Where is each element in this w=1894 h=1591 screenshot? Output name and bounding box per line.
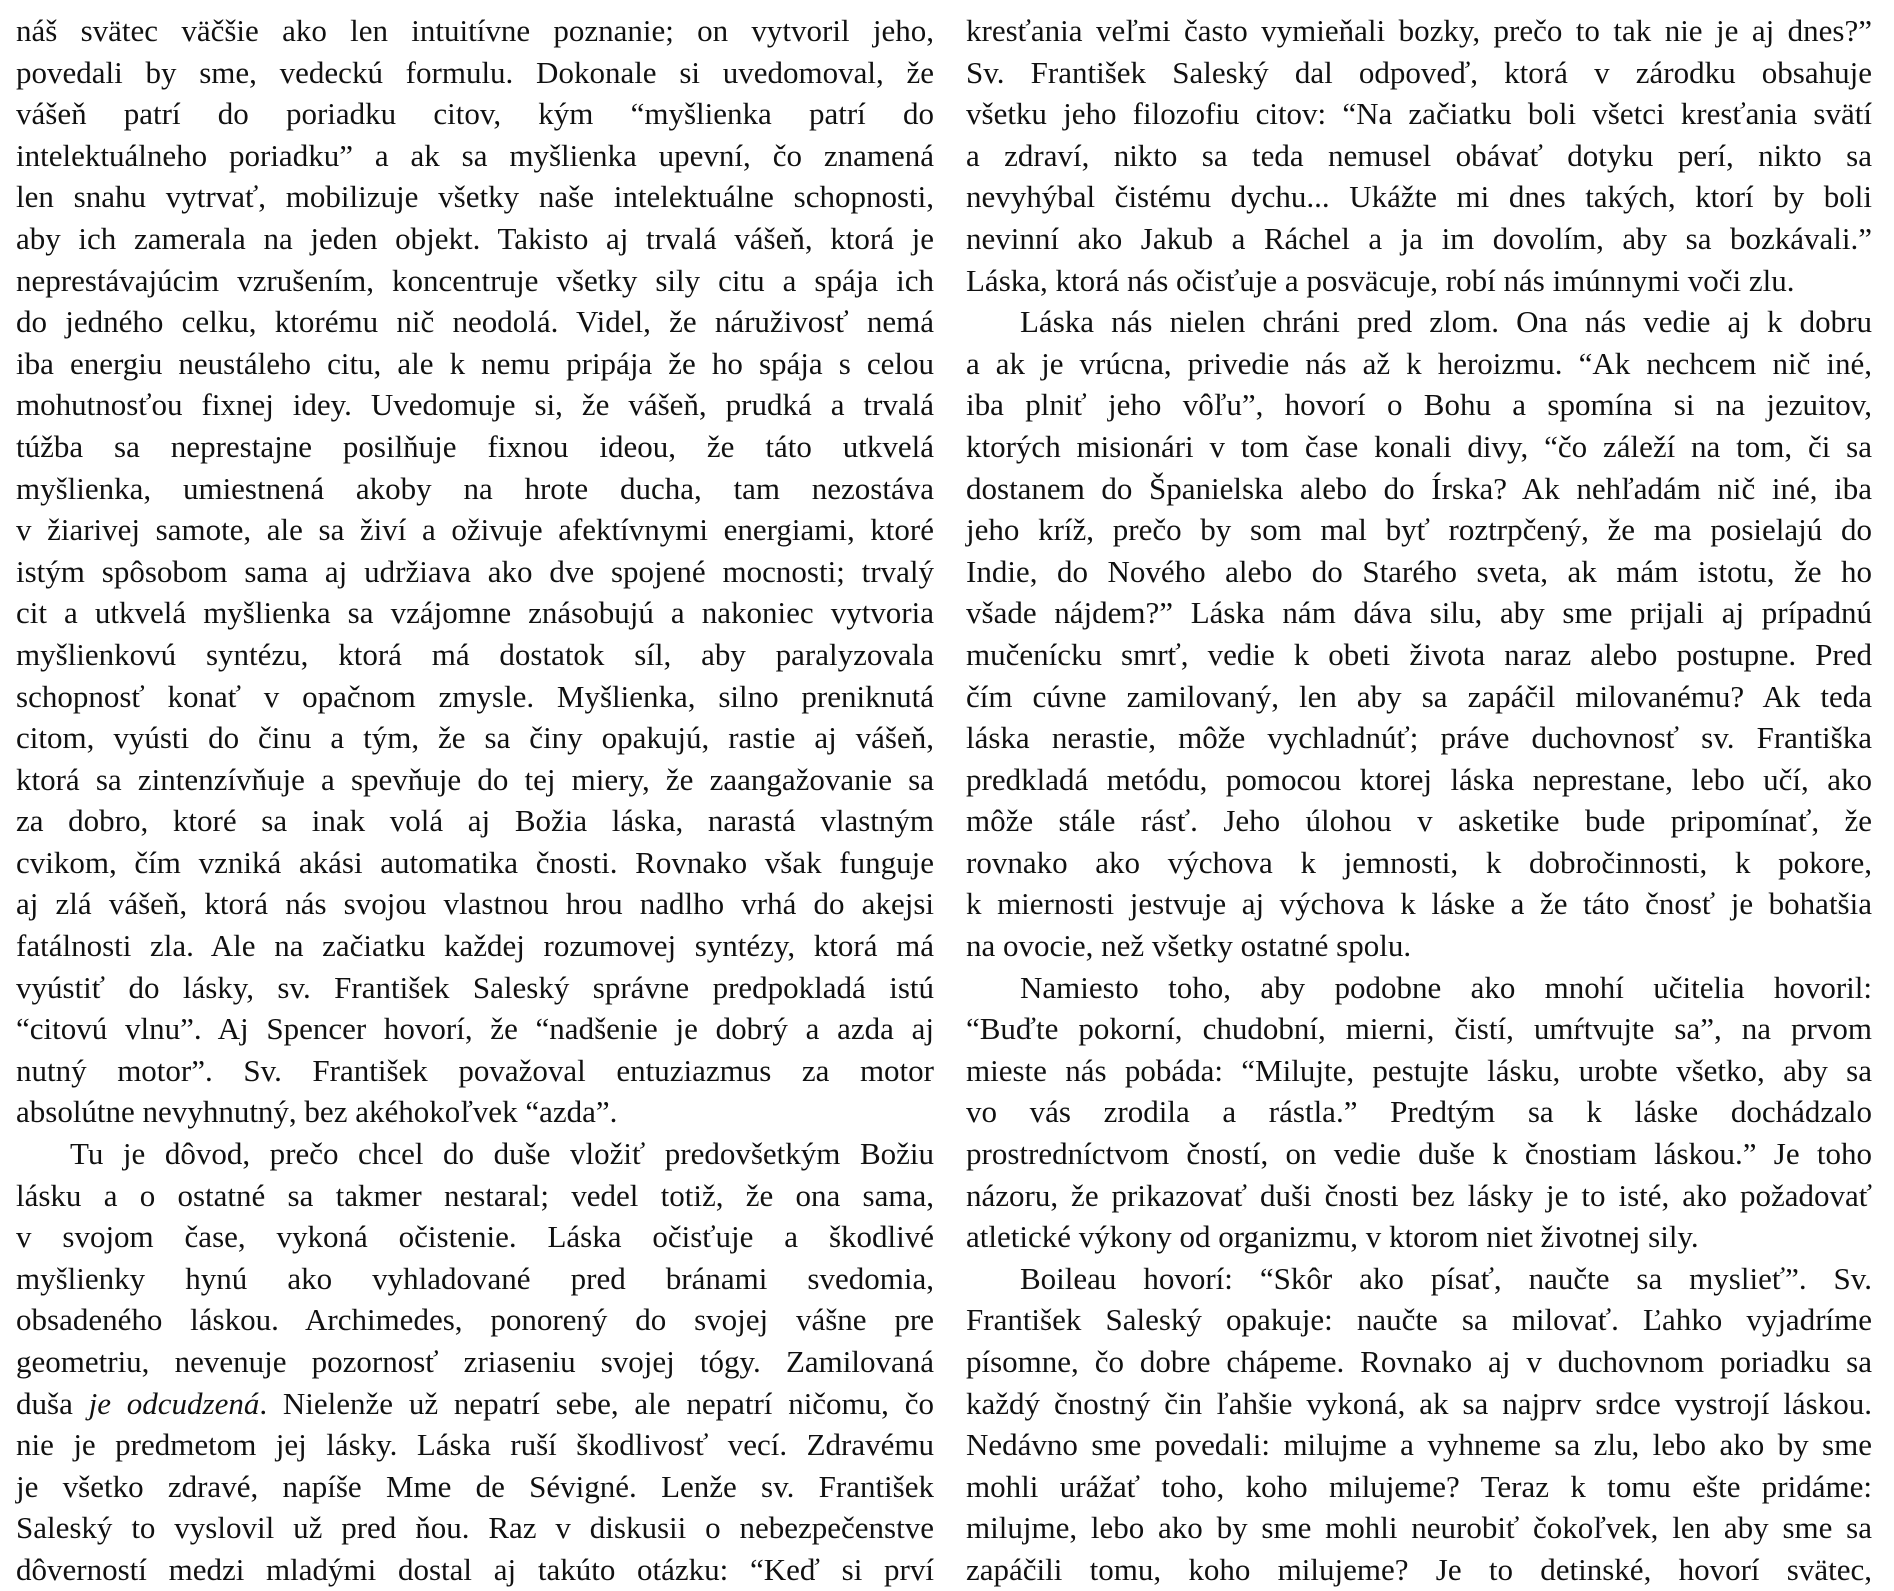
text-line: František Saleský opakuje: naučte sa milovať. Ľahko vyjadríme <box>966 1302 1872 1338</box>
text-line: náš svätec väčšie ako len intuitívne poznanie; on vytvoril jeho, <box>16 13 934 48</box>
text-line: dostanem do Španielska alebo do Írska? Ak nehľadám nič iné, iba <box>966 470 1872 506</box>
text-line <box>16 1383 934 1425</box>
text-line: obsadeného láskou. Archimedes, ponorený do svojej vášne pre <box>16 1302 934 1338</box>
text-line: dôverností medzi mladými dostal aj takúto otázku: “Keď si prví <box>16 1551 934 1587</box>
text-line: absolútne nevyhnutný, bez akéhokoľvek “azda”. <box>16 1094 618 1130</box>
text-line: iba energiu neustáleho citu, ale k nemu pripája že ho spája s celou <box>16 345 934 381</box>
text-line: môže stále rásť. Jeho úlohou v asketike bude pripomínať, že <box>966 803 1872 839</box>
text-line: ktorá sa zintenzívňuje a spevňuje do tej miery, že zaangažovanie sa <box>16 761 934 797</box>
right-text-column <box>966 10 1872 1591</box>
text-line: nutný motor”. Sv. František považoval entuziazmus za motor <box>16 1052 934 1088</box>
text-line: cvikom, čím vzniká akási automatika čnosti. Rovnako však funguje <box>16 844 934 880</box>
text-line: písomne, čo dobre chápeme. Rovnako aj v duchovnom poriadku sa <box>966 1344 1872 1379</box>
text-line: túžba sa neprestajne posilňuje fixnou ideou, že táto utkvelá <box>16 428 934 464</box>
text-line: vo vás zrodila a rástla.” Predtým sa k láske dochádzalo <box>966 1094 1872 1130</box>
text-line: “citovú vlnu”. Aj Spencer hovorí, že “nadšenie je dobrý a azda aj <box>16 1011 934 1047</box>
text-line: geometriu, nevenuje pozornosť zriaseniu svojej tógy. Zamilovaná <box>16 1344 934 1379</box>
text-line: láska nerastie, môže vychladnúť; práve duchovnosť sv. Františka <box>966 720 1872 756</box>
text-line: v svojom čase, vykoná očistenie. Láska očisťuje a škodlivé <box>16 1219 934 1255</box>
text-fragment: . Nielenže už nepatrí sebe, ale nepatrí ničomu, čo <box>259 1385 934 1421</box>
text-line: mučenícku smrť, vedie k obeti života naraz alebo postupne. Pred <box>966 636 1872 672</box>
text-line: ktorých misionári v tom čase konali divy, “čo záleží na tom, či sa <box>966 428 1872 464</box>
text-line: k miernosti jestvuje aj výchova k láske a že táto čnosť je bohatšia <box>966 886 1872 922</box>
text-line: aby ich zamerala na jeden objekt. Takisto aj trvalá vášeň, ktorá je <box>16 220 934 256</box>
text-line: a zdraví, nikto sa teda nemusel obávať dotyku perí, nikto sa <box>966 137 1872 173</box>
text-line: atletické výkony od organizmu, v ktorom niet životnej sily. <box>966 1219 1699 1255</box>
text-line: myšlienka, umiestnená akoby na hrote ducha, tam nezostáva <box>16 470 934 506</box>
text-line: mohutnosťou fixnej idey. Uvedomuje si, že vášeň, prudká a trvalá <box>16 387 934 423</box>
text-line: intelektuálneho poriadku” a ak sa myšlienka upevní, čo znamená <box>16 137 934 173</box>
text-line: na ovocie, než všetky ostatné spolu. <box>966 928 1412 964</box>
text-line: Nedávno sme povedali: milujme a vyhneme sa zlu, lebo ako by sme <box>966 1427 1872 1463</box>
text-line: nevyhýbal čistému dychu... Ukážte mi dnes takých, ktorí by boli <box>966 179 1872 215</box>
text-line: mieste nás pobáda: “Milujte, pestujte lásku, urobte všetko, aby sa <box>966 1052 1872 1088</box>
text-line: Láska nás nielen chráni pred zlom. Ona nás vedie aj k dobru <box>1020 304 1872 340</box>
italic-emphasis: je odcudzená <box>88 1385 260 1421</box>
text-line: Sv. František Saleský dal odpoveď, ktorá v zárodku obsahuje <box>966 54 1872 90</box>
text-line: vášeň patrí do poriadku citov, kým “myšlienka patrí do <box>16 96 934 132</box>
text-line: len snahu vytrvať, mobilizuje všetky naše intelektuálne schopnosti, <box>16 179 934 215</box>
text-line: myšlienkovú syntézu, ktorá má dostatok síl, aby paralyzovala <box>16 636 934 672</box>
text-line: čím cúvne zamilovaný, len aby sa zapáčil milovanému? Ak teda <box>966 678 1872 714</box>
text-line: povedali by sme, vedeckú formulu. Dokonale si uvedomoval, že <box>16 54 934 90</box>
text-line: nevinní ako Jakub a Ráchel a ja im dovolím, aby sa bozkávali.” <box>966 220 1872 256</box>
text-line: vyústiť do lásky, sv. František Saleský správne predpokladá istú <box>16 969 934 1005</box>
text-line: Saleský to vyslovil už pred ňou. Raz v diskusii o nebezpečenstve <box>16 1510 934 1546</box>
text-line: v žiarivej samote, ale sa živí a oživuje afektívnymi energiami, ktoré <box>16 512 934 548</box>
text-line: predkladá metódu, pomocou ktorej láska neprestane, lebo učí, ako <box>966 761 1872 797</box>
text-line: mohli urážať toho, koho milujeme? Teraz k tomu ešte pridáme: <box>966 1468 1872 1504</box>
text-line: za dobro, ktoré sa inak volá aj Božia láska, narastá vlastným <box>16 803 934 839</box>
text-line: lásku a o ostatné sa takmer nestaral; vedel totiž, že ona sama, <box>16 1177 934 1213</box>
text-line: prostredníctvom čností, on vedie duše k čnostiam láskou.” Je toho <box>966 1136 1872 1172</box>
text-line: Tu je dôvod, prečo chcel do duše vložiť predovšetkým Božiu <box>70 1136 934 1172</box>
text-line: do jedného celku, ktorému nič neodolá. Videl, že náruživosť nemá <box>16 304 934 340</box>
text-line: schopnosť konať v opačnom zmysle. Myšlienka, silno preniknutá <box>16 678 934 714</box>
text-line: “Buďte pokorní, chudobní, mierni, čistí, umŕtvujte sa”, na prvom <box>966 1011 1872 1047</box>
text-line: iba plniť jeho vôľu”, hovorí o Bohu a spomína si na jezuitov, <box>966 387 1872 423</box>
text-line: Indie, do Nového alebo do Starého sveta, ak mám istotu, že ho <box>966 553 1872 589</box>
text-line: názoru, že prikazovať duši čnosti bez lásky je to isté, ako požadovať <box>966 1177 1872 1213</box>
left-text-column <box>16 10 934 1591</box>
text-line: aj zlá vášeň, ktorá nás svojou vlastnou hrou nadlho vrhá do akejsi <box>16 886 934 922</box>
text-line: fatálnosti zla. Ale na začiatku každej rozumovej syntézy, ktorá má <box>16 928 934 964</box>
text-line: Boileau hovorí: “Skôr ako písať, naučte sa myslieť”. Sv. <box>1020 1260 1872 1296</box>
text-line: jeho kríž, prečo by som mal byť roztrpčený, že ma posielajú do <box>966 512 1872 548</box>
text-line: Láska, ktorá nás očisťuje a posväcuje, robí nás imúnnymi voči zlu. <box>966 262 1795 298</box>
text-line: zapáčili tomu, koho milujeme? Je to detinské, hovorí svätec, <box>966 1551 1872 1587</box>
text-line: kresťania veľmi často vymieňali bozky, prečo to tak nie je aj dnes?” <box>966 13 1872 48</box>
text-line: istým spôsobom sama aj udržiava ako dve spojené mocnosti; trvalý <box>16 553 934 589</box>
text-line: rovnako ako výchova k jemnosti, k dobročinnosti, k pokore, <box>966 844 1872 880</box>
text-line: citom, vyústi do činu a tým, že sa činy opakujú, rastie aj vášeň, <box>16 720 934 756</box>
text-line: myšlienky hynú ako vyhladované pred bránami svedomia, <box>16 1260 934 1296</box>
text-line: všetku jeho filozofiu citov: “Na začiatku boli všetci kresťania svätí <box>966 96 1872 132</box>
text-line: neprestávajúcim vzrušením, koncentruje všetky sily citu a spája ich <box>16 262 934 298</box>
text-line: cit a utkvelá myšlienka sa vzájomne znásobujú a nakoniec vytvoria <box>16 595 934 631</box>
text-line: všade nájdem?” Láska nám dáva silu, aby sme prijali aj prípadnú <box>966 595 1872 631</box>
text-line: je všetko zdravé, napíše Mme de Sévigné. Lenže sv. František <box>16 1468 934 1504</box>
text-fragment: duša <box>16 1385 89 1421</box>
text-line: nie je predmetom jej lásky. Láska ruší škodlivosť vecí. Zdravému <box>16 1427 934 1463</box>
text-line: milujme, lebo ako by sme mohli neurobiť čokoľvek, len aby sme sa <box>966 1510 1872 1546</box>
text-line: a ak je vrúcna, privedie nás až k heroizmu. “Ak nechcem nič iné, <box>966 345 1872 381</box>
text-line: každý čnostný čin ľahšie vykoná, ak sa najprv srdce vystrojí láskou. <box>966 1385 1872 1421</box>
text-line: Namiesto toho, aby podobne ako mnohí učitelia hovoril: <box>1020 969 1872 1005</box>
